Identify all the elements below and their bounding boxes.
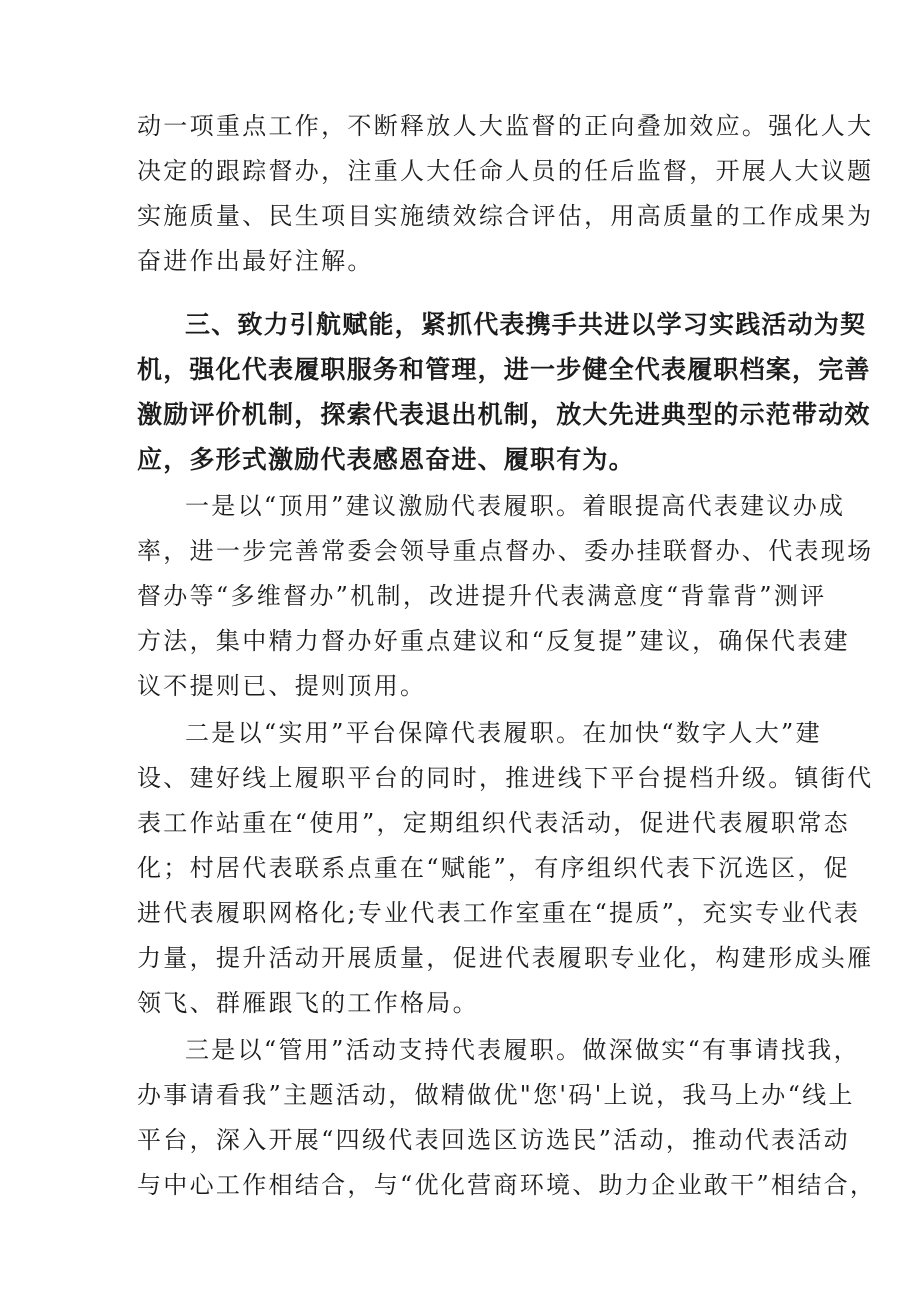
text-line: 机，强化代表履职服务和管理，进一步健全代表履职档案，完善 [137, 355, 871, 384]
text-line: 一是以“顶用”建议激励代表履职。着眼提高代表建议办成 [185, 492, 846, 520]
text-line: 实施质量、民生项目实施绩效综合评估，用高质量的工作成果为 [137, 202, 874, 230]
document-body [137, 104, 877, 1208]
text-line: 化；村居代表联系点重在“赋能”，有序组织代表下沉选区，促 [137, 854, 850, 882]
text-line: 督办等“多维督办”机制，改进提升代表满意度“背靠背”测评 [137, 582, 827, 610]
text-line: 率，进一步完善常委会领导重点督办、委办挂联督办、代表现场 [137, 537, 874, 565]
text-line: 三是以“管用”活动支持代表履职。做深做实“有事请找我， [185, 1036, 860, 1064]
paragraph-two [137, 711, 874, 1026]
paragraph-continuation [137, 104, 874, 284]
text-line: 应，多形式激励代表感恩奋进、履职有为。 [137, 445, 635, 474]
paragraph-three [137, 1028, 877, 1208]
text-line: 办事请看我”主题活动，做精做优"您'码'上说，我马上办“线上 [137, 1081, 855, 1109]
text-line: 方法，集中精力督办好重点建议和“反复提”建议，确保代表建 [137, 627, 850, 655]
text-line: 表工作站重在“使用”，定期组织代表活动，促进代表履职常态 [137, 809, 850, 837]
text-line: 力量，提升活动开展质量，促进代表履职专业化，构建形成头雁 [137, 944, 874, 972]
paragraph-one [137, 484, 874, 709]
text-line: 三、致力引航赋能，紧抓代表携手共进以学习实践活动为契 [185, 310, 867, 339]
section-heading-paragraph [137, 302, 871, 482]
text-line: 动一项重点工作，不断释放人大监督的正向叠加效应。强化人大 [137, 112, 874, 140]
text-line: 设、建好线上履职平台的同时，推进线下平台提档升级。镇街代 [137, 764, 874, 792]
text-line: 激励评价机制，探索代表退出机制，放大先进典型的示范带动效 [137, 400, 871, 429]
text-line: 进代表履职网格化;专业代表工作室重在“提质”，充实专业代表 [137, 899, 861, 927]
text-line: 议不提则已、提则顶用。 [137, 672, 427, 700]
text-line: 平台，深入开展“四级代表回选区访选民”活动，推动代表活动 [137, 1126, 850, 1154]
text-line: 决定的跟踪督办，注重人大任命人员的任后监督，开展人大议题 [137, 157, 874, 185]
text-line: 奋进作出最好注解。 [137, 247, 374, 275]
text-line: 领飞、群雁跟飞的工作格局。 [137, 989, 479, 1017]
text-line: 二是以“实用”平台保障代表履职。在加快“数字人大”建 [185, 719, 822, 747]
text-line: 与中心工作相结合，与“优化营商环境、助力企业敢干”相结合， [137, 1171, 877, 1199]
